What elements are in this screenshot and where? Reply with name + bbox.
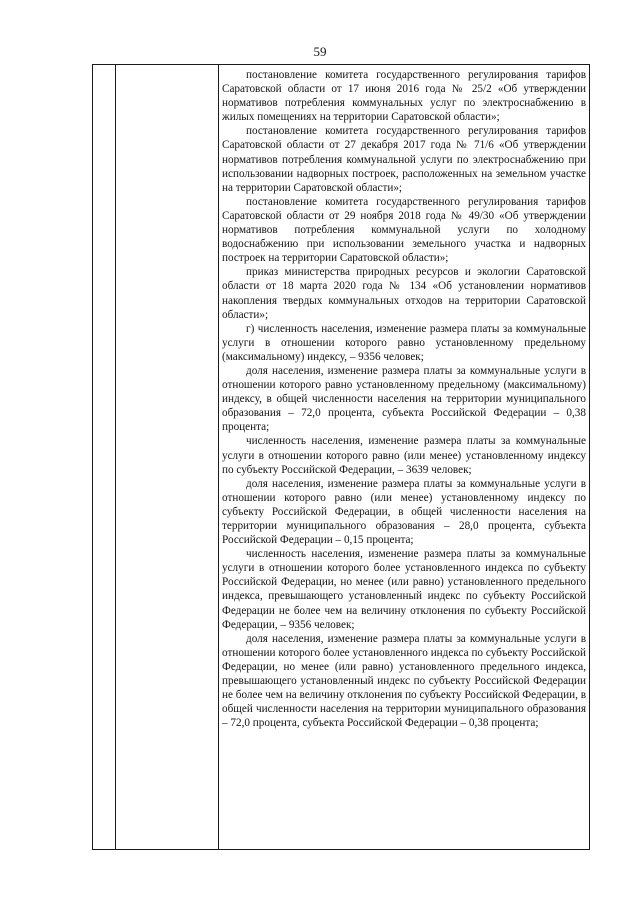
- paragraph: численность населения, изменение размера платы за коммунальные услуги в отношении которого более установленного индекса по субъекту Российской Федерации, но менее (или равно) установленного предельного индекса, превышающего установленный индекс по субъекту Российской Федерации не более чем на величину отклонения по субъекту Российской Федерации, – 9356 человек;: [222, 548, 586, 631]
- page-number: 59: [313, 44, 327, 59]
- table-column-content: [219, 65, 589, 849]
- document-table: [92, 64, 590, 850]
- table-column-number: [93, 65, 116, 849]
- paragraph: г) численность населения, изменение размера платы за коммунальные услуги в отношении которого равно установленному предельному (максимальному) индексу, – 9356 человек;: [222, 322, 586, 363]
- paragraph: численность населения, изменение размера платы за коммунальные услуги в отношении которого равно (или менее) установленному индексу по субъекту Российской Федерации, – 3639 человек;: [222, 435, 586, 476]
- paragraph: постановление комитета государственного регулирования тарифов Саратовской области от 27 декабря 2017 года № 71/6 «Об утверждении нормативов потребления коммунальной услуги по электроснабжению при использовании надворных построек, расположенных на земельном участке на территории Саратовской области»;: [222, 125, 586, 194]
- paragraph: доля населения, изменение размера платы за коммунальные услуги в отношении которого равно установленному предельному (максимальному) индексу, в общей численности населения на территории муниципального образования – 72,0 процента, субъекта Российской Федерации – 0,38 процента;: [222, 364, 586, 434]
- paragraph: доля населения, изменение размера платы за коммунальные услуги в отношении которого более установленного индекса по субъекту Российской Федерации, но менее (или равно) установленного предельного индекса, превышающего установленный индекс по субъекту Российской Федерации не более чем на величину отклонения по субъекту Российской Федерации, в общей численности населения на территории муниципального образования – 72,0 процента, субъекта Российской Федерации – 0,38 процента;: [222, 632, 586, 730]
- paragraph: постановление комитета государственного регулирования тарифов Саратовской области от 17 июня 2016 года № 25/2 «Об утверждении нормативов потребления коммунальных услуг по электроснабжению в жилых помещениях на территории Саратовской области»;: [222, 69, 586, 124]
- table-column-name: [115, 65, 219, 849]
- paragraph: постановление комитета государственного регулирования тарифов Саратовской области от 29 ноября 2018 года № 49/30 «Об утверждении нормативов потребления коммунальной услуги по холодному водоснабжению при использовании земельного участка и надворных построек на территории Саратовской области»;: [222, 195, 586, 265]
- paragraph: доля населения, изменение размера платы за коммунальные услуги в отношении которого равно (или менее) установленному индексу по субъекту Российской Федерации, в общей численности населения на территории муниципального образования – 28,0 процента, субъекта Российской Федерации – 0,15 процента;: [222, 477, 586, 547]
- paragraph: приказ министерства природных ресурсов и экологии Саратовской области от 18 марта 2020 года № 134 «Об установлении нормативов накопления твердых коммунальных отходов на территории Саратовской области»;: [222, 266, 586, 321]
